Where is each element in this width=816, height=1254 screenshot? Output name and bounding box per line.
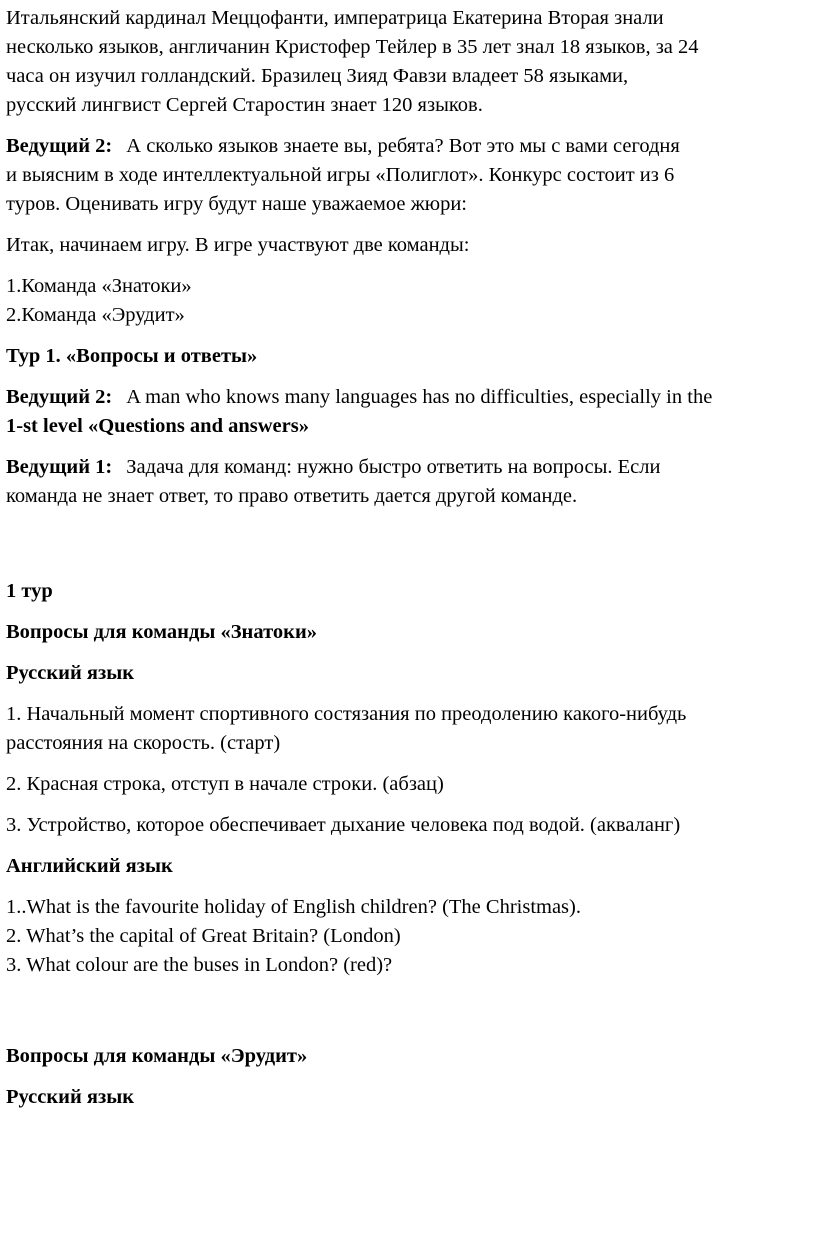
level-title: 1-st level «Questions and answers»: [6, 415, 309, 437]
host2-line: туров. Оценивать игру будут наше уважаемое жюри:: [6, 193, 467, 215]
host2-text: A man who knows many languages has no difficulties, especially in the: [126, 386, 713, 408]
znatoki-heading: Вопросы для команды «Знатоки»: [6, 621, 318, 643]
round-label: 1 тур: [6, 580, 53, 602]
host1-line: [6, 453, 816, 482]
teams-list: [6, 272, 816, 330]
question-line: 3. Устройство, которое обеспечивает дыхание человека под водой. (акваланг): [6, 814, 681, 836]
question-item: [6, 770, 816, 799]
question-line: 1..What is the favourite holiday of English children? (The Christmas).: [6, 896, 581, 918]
intro-line: часа он изучил голландский. Бразилец Зияд Фавзи владеет 58 языками,: [6, 65, 629, 87]
question-line: расстояния на скорость. (старт): [6, 732, 281, 754]
question-item: [6, 811, 816, 840]
english-heading: Английский язык: [6, 855, 173, 877]
question-item: [6, 700, 816, 758]
host1-paragraph: [6, 453, 816, 511]
russian-heading: Русский язык: [6, 662, 135, 684]
speaker-label: Ведущий 1:: [6, 456, 113, 478]
speaker-label: Ведущий 2:: [6, 135, 113, 157]
game-start-text: Итак, начинаем игру. В игре участвуют две команды:: [6, 234, 470, 256]
host2-paragraph: [6, 132, 816, 219]
english-questions: [6, 893, 816, 980]
question-line: 1. Начальный момент спортивного состязания по преодолению какого-нибудь: [6, 703, 687, 725]
question-line: 2. Красная строка, отступ в начале строки. (абзац): [6, 773, 444, 795]
host2-text: А сколько языков знаете вы, ребята? Вот это мы с вами сегодня: [126, 135, 680, 157]
question-line: 2. What’s the capital of Great Britain? (London): [6, 925, 401, 947]
host1-text: Задача для команд: нужно быстро ответить на вопросы. Если: [126, 456, 661, 478]
erudit-heading: Вопросы для команды «Эрудит»: [6, 1045, 308, 1067]
tour1-title: Тур 1. «Вопросы и ответы»: [6, 345, 258, 367]
speaker-label: Ведущий 2:: [6, 386, 113, 408]
team-item: 2.Команда «Эрудит»: [6, 304, 185, 326]
host2-english-paragraph: [6, 383, 816, 441]
intro-paragraph: [6, 4, 816, 120]
intro-line: Итальянский кардинал Меццофанти, императрица Екатерина Вторая знали: [6, 7, 664, 29]
russian-heading: Русский язык: [6, 1086, 135, 1108]
question-line: 3. What colour are the buses in London? (red)?: [6, 954, 393, 976]
host1-line: команда не знает ответ, то право ответить дается другой команде.: [6, 485, 578, 507]
blank-gap: [6, 992, 816, 1042]
host2-line: [6, 383, 816, 412]
host2-line: [6, 132, 816, 161]
intro-line: несколько языков, англичанин Кристофер Тейлер в 35 лет знал 18 языков, за 24: [6, 36, 699, 58]
host2-line: и выясним в ходе интеллектуальной игры «Полиглот». Конкурс состоит из 6: [6, 164, 675, 186]
intro-line: русский лингвист Сергей Старостин знает 120 языков.: [6, 94, 483, 116]
blank-gap: [6, 523, 816, 577]
team-item: 1.Команда «Знатоки»: [6, 275, 192, 297]
